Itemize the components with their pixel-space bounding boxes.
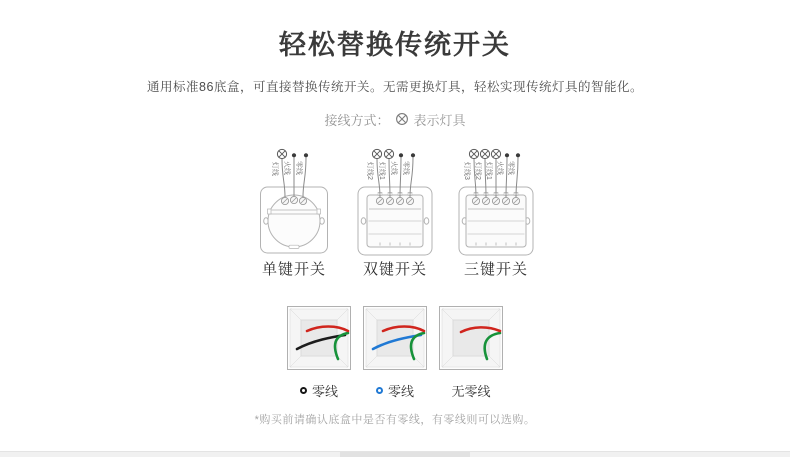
wire-label: 火线 [390, 161, 398, 175]
wall-box-label-text: 零线 [311, 384, 338, 399]
wire-end-dot [304, 153, 308, 157]
switch-figure-3 [446, 142, 546, 279]
wall-box-label-text: 零线 [387, 384, 414, 399]
neutral-wire-color-dot [300, 387, 307, 394]
wall-box-1 [287, 306, 351, 400]
wire-label: 火线 [496, 161, 504, 175]
switch-diagram-1 [244, 142, 344, 257]
lamp-symbol-icon [277, 149, 286, 158]
page-title: 轻松替换传统开关 [279, 30, 511, 60]
wall-box-row [0, 306, 790, 400]
wire-label: 灯线1 [378, 162, 386, 180]
wall-box-3 [439, 306, 503, 400]
wire-label: 火线 [283, 161, 291, 175]
wire-end-dot [292, 153, 296, 157]
wall-box-2 [363, 306, 427, 400]
switch-caption-2: 双键开关 [362, 261, 427, 278]
wall-box-diagram-3 [439, 306, 503, 370]
wire-end-dot [516, 153, 520, 157]
wire-end-dot [505, 153, 509, 157]
wire-label: 灯线 [271, 162, 279, 176]
lamp-symbol-icon [491, 149, 500, 158]
next-section-edge-segment [340, 452, 470, 457]
wall-box-label-1 [300, 381, 338, 400]
wiring-method-label: 接线方式： [324, 112, 390, 128]
wall-box-diagram-1 [287, 306, 351, 370]
switch-diagram-row [0, 142, 790, 279]
page-subtitle: 通用标准86底盒，可直接替换传统开关。无需更换灯具，轻松实现传统灯具的智能化。 [147, 80, 643, 94]
switch-diagram-2 [345, 142, 445, 257]
lamp-symbol-icon [469, 149, 478, 158]
wire-label: 灯线1 [485, 162, 493, 180]
wall-box-diagram-2 [363, 306, 427, 370]
lamp-symbol-icon [372, 149, 381, 158]
purchase-footnote: *购买前请确认底盒中是否有零线，有零线则可以选购。 [254, 414, 536, 426]
wiring-method-line [0, 111, 790, 127]
lamp-symbol-icon [480, 149, 489, 158]
switch-figure-2 [345, 142, 445, 279]
wall-box-label-3 [451, 381, 490, 400]
switch-diagram-3 [446, 142, 546, 257]
wall-box-label-2 [376, 381, 414, 400]
switch-caption-1: 单键开关 [261, 261, 326, 278]
wire-label: 灯线2 [474, 162, 482, 180]
next-section-edge [0, 451, 790, 457]
switch-caption-3: 三键开关 [463, 261, 528, 278]
lamp-symbol-icon [384, 149, 393, 158]
wire-label: 零线 [402, 161, 410, 175]
wire-label: 灯线2 [366, 162, 374, 180]
neutral-wire-color-dot [376, 387, 383, 394]
wire-end-dot [411, 153, 415, 157]
wire-end-dot [399, 153, 403, 157]
wiring-symbol-meaning: 表示灯具 [413, 112, 466, 128]
wire-label: 零线 [507, 161, 515, 175]
wire-label: 灯线3 [463, 162, 471, 180]
wire-label: 零线 [295, 161, 303, 175]
wall-box-label-text: 无零线 [451, 384, 491, 399]
switch-figure-1 [244, 142, 344, 279]
lamp-symbol-icon [395, 112, 409, 126]
